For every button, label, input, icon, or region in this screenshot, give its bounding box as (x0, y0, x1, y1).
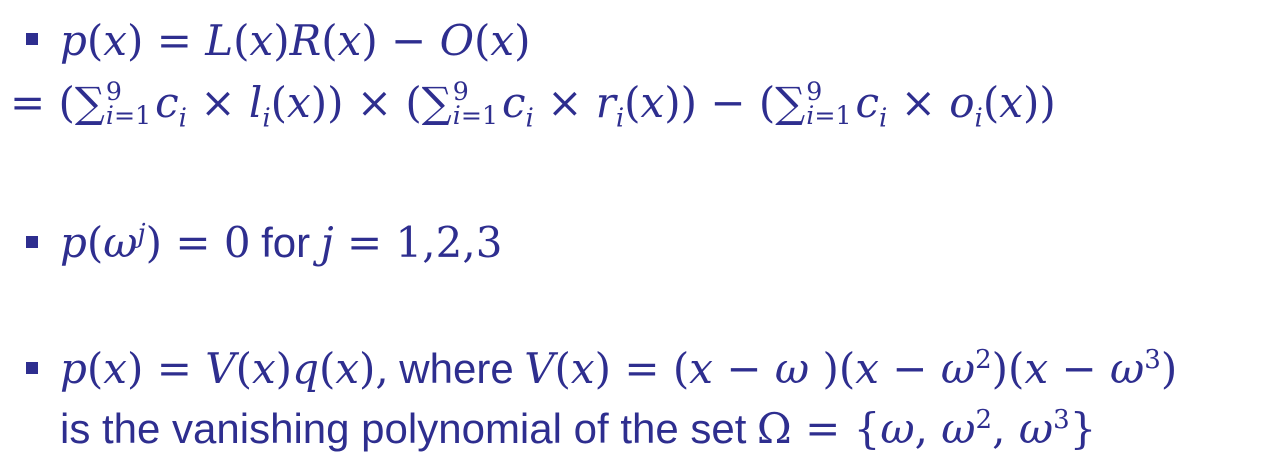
equation-vanishing-set: is the vanishing polynomial of the set Ω = {ω, $\omega^2$, $\omega^3$} (60, 404, 1097, 453)
bullet-square-icon (26, 236, 38, 248)
equation-p-expansion: = (∑ 9 i=1 $c_i \times l_i(x)$) × (∑ 9 i=1 $c_i \times r_i(x)$) − (∑ 9 i=1 $c_i \times o_i(x)$) (10, 77, 1056, 134)
bullet-square-icon (26, 362, 38, 374)
equation-vanishing-factorization: p(x) = V(x)q(x), where V(x) = (x − ω )$(x - \omega^2)(x - \omega^3)$ (60, 344, 1178, 393)
equation-roots-of-unity: $p(\omega^j) = 0$ for j = 1,2,3 (60, 218, 503, 267)
equation-p-definition: p(x) = L(x)R(x) − O(x) (60, 16, 531, 65)
bullet-square-icon (26, 33, 38, 45)
